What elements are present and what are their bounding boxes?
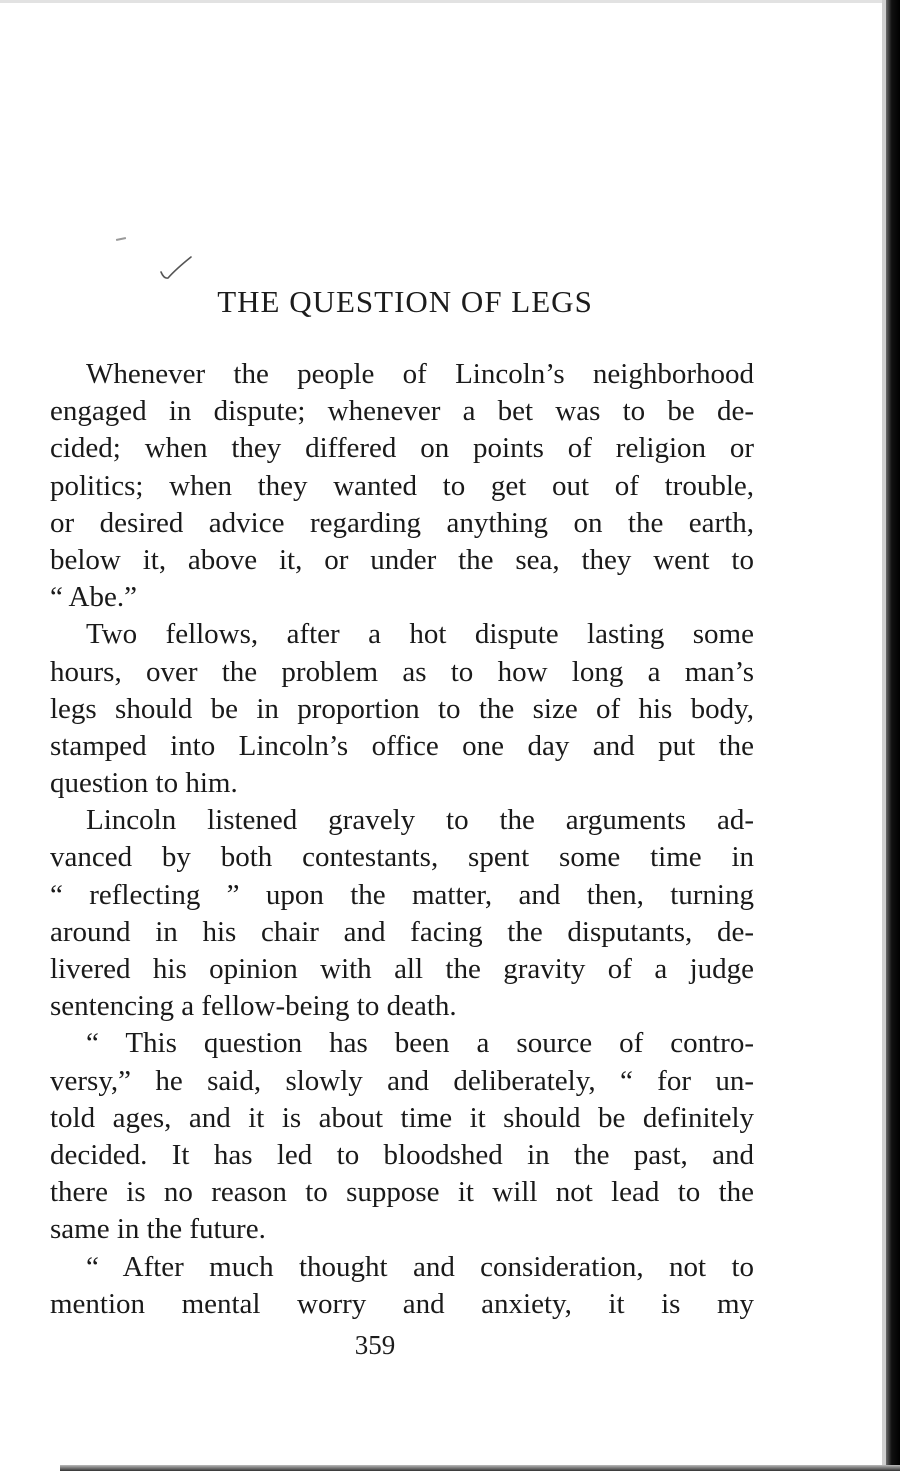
text-line: stamped into Lincoln’s office one day and put the bbox=[50, 729, 754, 762]
text-line: told ages, and it is about time it should be definitely bbox=[50, 1101, 754, 1134]
text-line: below it, above it, or under the sea, they went to bbox=[50, 543, 754, 576]
body-text bbox=[50, 356, 754, 1323]
scan-edge-top bbox=[0, 0, 886, 3]
text-line: legs should be in proportion to the size of his body, bbox=[50, 692, 754, 725]
text-line: engaged in dispute; whenever a bet was to be de- bbox=[50, 395, 754, 428]
text-line: mention mental worry and anxiety, it is my bbox=[50, 1287, 754, 1320]
scan-edge-right bbox=[886, 0, 900, 1471]
text-line: hours, over the problem as to how long a man’s bbox=[50, 655, 754, 688]
text-line: cided; when they differed on points of religion or bbox=[50, 432, 754, 465]
chapter-title: THE QUESTION OF LEGS bbox=[217, 284, 593, 319]
text-line: “ Abe.” bbox=[50, 581, 137, 614]
text-line: politics; when they wanted to get out of trouble, bbox=[50, 469, 754, 502]
text-line: there is no reason to suppose it will not lead to the bbox=[50, 1176, 754, 1209]
text-line: “ reflecting ” upon the matter, and then, turning bbox=[50, 878, 754, 911]
page-number: 359 bbox=[354, 1330, 396, 1360]
text-line: Two fellows, after a hot dispute lasting some bbox=[86, 618, 754, 651]
text-line: versy,” he said, slowly and deliberately, “ for un- bbox=[50, 1064, 754, 1097]
scan-edge-bottom bbox=[60, 1465, 900, 1471]
text-line: Whenever the people of Lincoln’s neighborhood bbox=[86, 358, 754, 390]
text-line: decided. It has led to bloodshed in the past, and bbox=[50, 1138, 754, 1171]
text-line: “ After much thought and consideration, not to bbox=[86, 1250, 754, 1283]
text-line: vanced by both contestants, spent some time in bbox=[50, 841, 754, 874]
text-line: same in the future. bbox=[50, 1213, 266, 1246]
text-line: livered his opinion with all the gravity of a judge bbox=[50, 953, 754, 985]
text-line: around in his chair and facing the disputants, de- bbox=[50, 915, 754, 948]
text-line: Lincoln listened gravely to the arguments ad- bbox=[86, 804, 754, 837]
text-line: or desired advice regarding anything on the earth, bbox=[50, 506, 754, 539]
text-line: question to him. bbox=[50, 767, 238, 800]
text-line: “ This question has been a source of contro- bbox=[86, 1027, 754, 1060]
text-line: sentencing a fellow-being to death. bbox=[50, 990, 457, 1023]
scan-speck bbox=[116, 237, 126, 241]
pencil-checkmark-icon bbox=[158, 255, 194, 285]
